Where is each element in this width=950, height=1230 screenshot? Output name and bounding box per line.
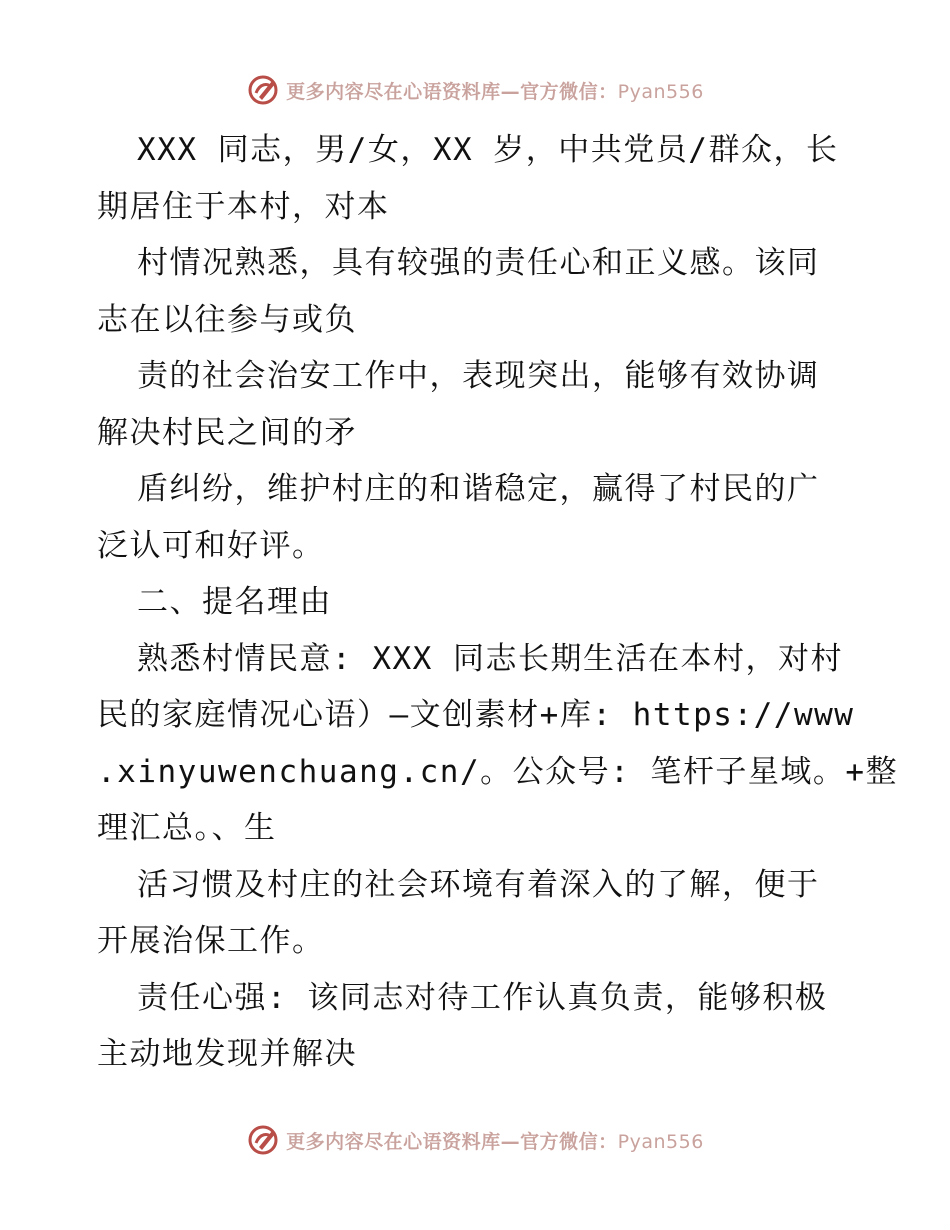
text-line: 泛认可和好评。 [97, 527, 325, 564]
logo-icon [246, 1123, 280, 1157]
text-line: 民的家庭情况心语）—文创素材+库: https://www [97, 697, 855, 733]
text-line: 责的社会治安工作中，表现突出，能够有效协调 [137, 358, 820, 394]
watermark-id: Pyan556 [617, 80, 704, 103]
watermark-text [286, 77, 704, 104]
text-line: 志在以往参与或负 [97, 301, 357, 338]
logo-icon [246, 73, 280, 107]
watermark-id: Pyan556 [617, 1130, 704, 1153]
watermark-text [286, 1127, 704, 1154]
text-line: 熟悉村情民意: XXX 同志长期生活在本村，对村 [137, 640, 843, 677]
text-line: .xinyuwenchuang.cn/。公众号: 笔杆子星域。+整 [97, 753, 899, 790]
text-line: 二、提名理由 [137, 584, 332, 620]
text-line: 主动地发现并解决 [97, 1036, 357, 1072]
text-line: 解决村民之间的矛 [97, 414, 357, 451]
text-line: 开展治保工作。 [97, 923, 325, 959]
text-line: 活习惯及村庄的社会环境有着深入的了解，便于 [137, 866, 820, 903]
text-line: 村情况熟悉，具有较强的责任心和正义感。该同 [137, 245, 820, 281]
watermark-label: 更多内容尽在心语资料库—官方微信： [286, 1130, 618, 1153]
text-line: 盾纠纷，维护村庄的和谐稳定，赢得了村民的广 [137, 471, 820, 507]
text-line: 期居住于本村，对本 [97, 188, 390, 225]
watermark-header [0, 70, 950, 110]
text-line: 责任心强: 该同志对待工作认真负责，能够积极 [137, 979, 828, 1016]
watermark-footer [0, 1120, 950, 1160]
text-line: XXX 同志，男/女，XX 岁，中共党员/群众，长 [137, 132, 839, 168]
watermark-label: 更多内容尽在心语资料库—官方微信： [286, 80, 618, 103]
document-body [97, 122, 899, 1083]
text-line: 理汇总。、生 [97, 810, 277, 846]
